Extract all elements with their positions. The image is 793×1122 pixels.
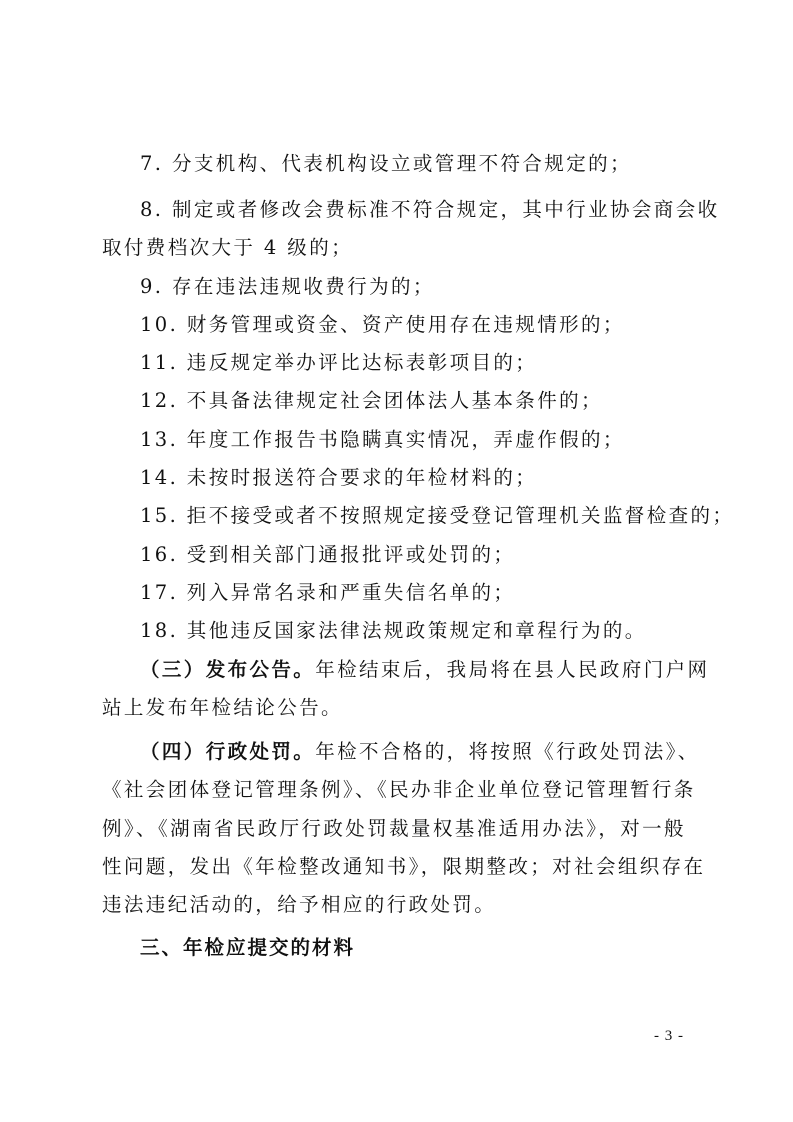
page-number: - 3 -: [654, 1028, 684, 1044]
section-4-title: （四）行政处罚。: [140, 740, 316, 763]
list-item-18: 18. 其他违反国家法律法规政策规定和章程行为的。: [140, 619, 647, 642]
list-item-7: 7. 分支机构、代表机构设立或管理不符合规定的；: [140, 152, 632, 175]
list-item-14: 14. 未按时报送符合要求的年检材料的；: [140, 466, 538, 489]
list-item-13: 13. 年度工作报告书隐瞒真实情况，弄虚作假的；: [140, 428, 625, 451]
section-3-paragraph: [102, 658, 740, 682]
list-item-8-continued: 取付费档次大于 4 级的；: [102, 236, 354, 259]
section-3-text: 年检结束后，我局将在县人民政府门户网: [315, 658, 710, 681]
section-3-title: （三）发布公告。: [140, 658, 316, 681]
section-4-text: 年检不合格的，将按照《行政处罚法》、: [315, 740, 700, 763]
list-item-16: 16. 受到相关部门通报批评或处罚的；: [140, 543, 516, 566]
list-item-8: 8. 制定或者修改会费标准不符合规定，其中行业协会商会收: [140, 198, 720, 221]
list-item-11: 11. 违反规定举办评比达标表彰项目的；: [140, 351, 538, 374]
list-item-17: 17. 列入异常名录和严重失信名单的；: [140, 581, 516, 604]
section-4-paragraph: [102, 740, 740, 764]
section-4-text-line-3: 例》、《湖南省民政厅行政处罚裁量权基准适用办法》，对一般: [102, 817, 686, 840]
section-4-text-line-4: 性问题，发出《年检整改通知书》，限期整改；对社会组织存在: [102, 855, 706, 878]
list-item-12: 12. 不具备法律规定社会团体法人基本条件的；: [140, 389, 603, 412]
section-heading-3: 三、年检应提交的材料: [140, 936, 356, 959]
section-3-text-continued: 站上发布年检结论公告。: [102, 696, 343, 719]
list-item-15: 15. 拒不接受或者不按照规定接受登记管理机关监督检查的；: [140, 504, 735, 527]
list-item-10: 10. 财务管理或资金、资产使用存在违规情形的；: [140, 313, 625, 336]
section-4-text-line-2: 《社会团体登记管理条例》、《民办非企业单位登记管理暂行条: [102, 778, 696, 801]
list-item-9: 9. 存在违法违规收费行为的；: [140, 275, 435, 298]
section-4-text-line-5: 违法违纪活动的，给予相应的行政处罚。: [102, 893, 497, 916]
